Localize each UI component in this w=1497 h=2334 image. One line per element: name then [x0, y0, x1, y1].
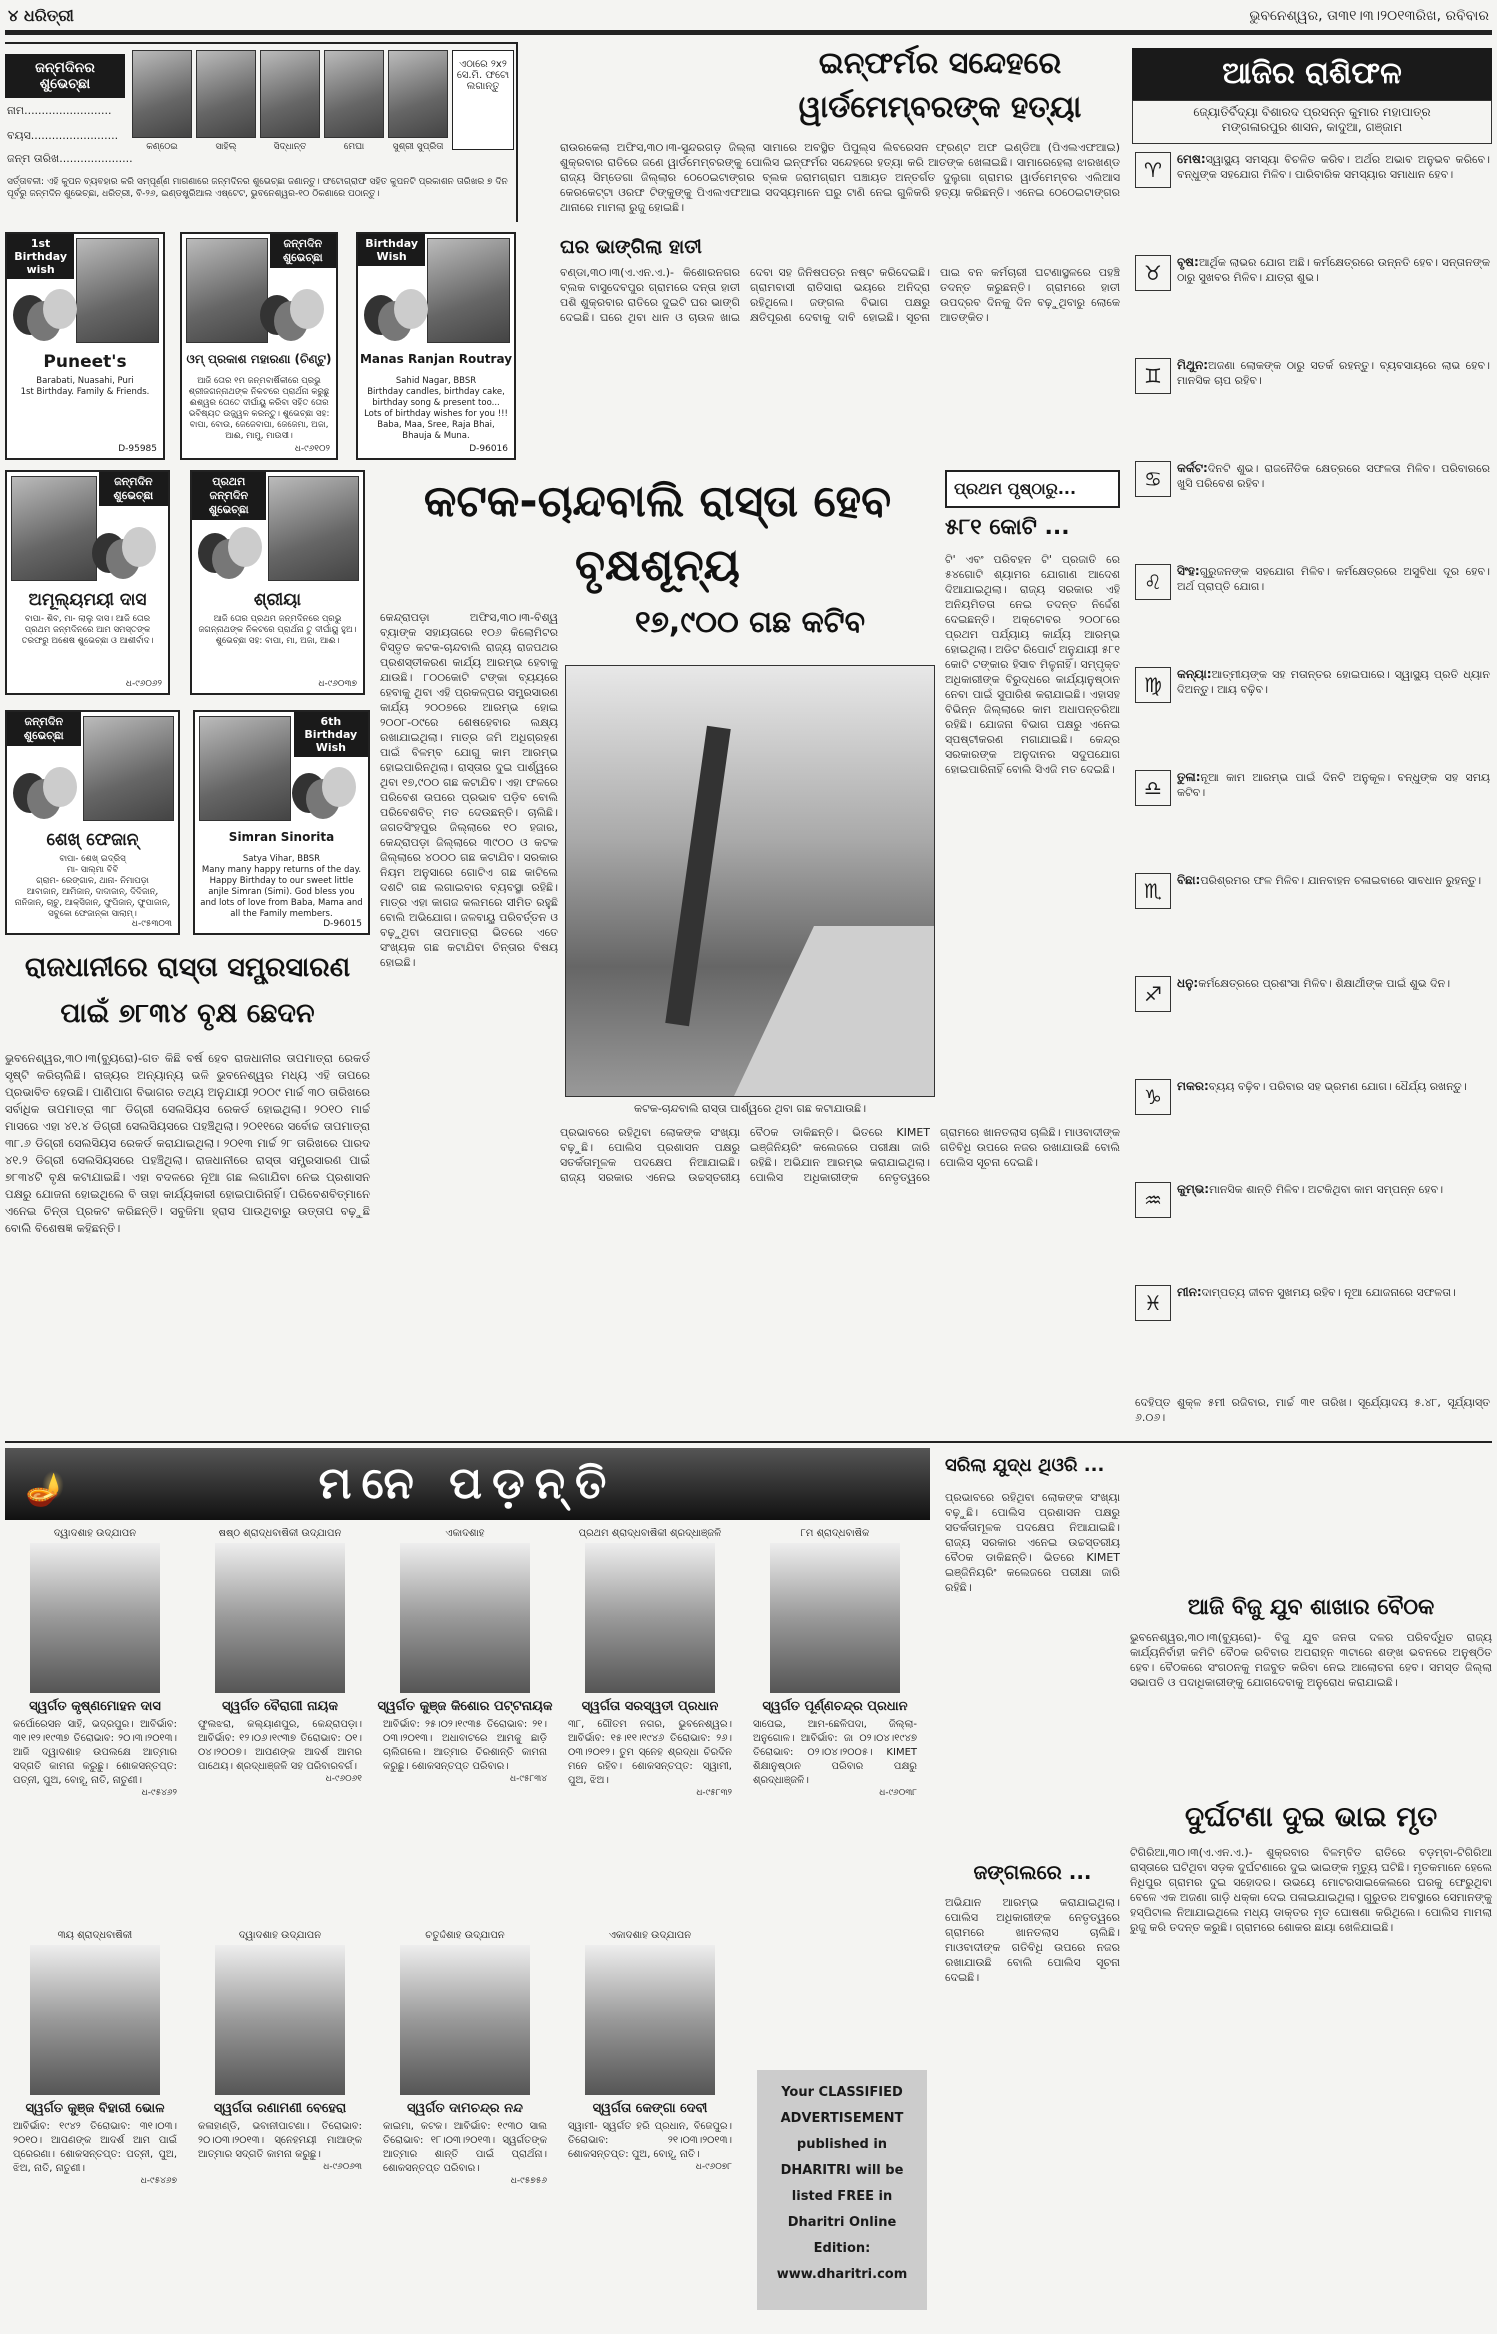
rashi-text — [1177, 152, 1490, 249]
rashi-name: ସିଂହ: — [1177, 564, 1200, 578]
rashi-item — [1135, 1285, 1490, 1382]
obituary-code: ଧ-୯୬୦୬୩ — [323, 2162, 362, 2172]
rashi-item — [1135, 255, 1490, 352]
front-page-cont-label — [945, 470, 1120, 508]
obituary-name: ସ୍ୱର୍ଗତ କୁଞ୍ଜ ବିହାରୀ ଭୋଳ — [25, 2101, 165, 2116]
rashi-text — [1177, 358, 1490, 455]
continued-text-2: ଅଭିଯାନ ଆରମ୍ଭ କରାଯାଇଥିଲା। ପୋଲିସ ଅଧିକାରୀଙ୍କ ନେତୃତ୍ୱରେ ଗ୍ରାମରେ ଖାନତଲାସ ଚାଲିଛି। ମାଓବାଦୀଙ୍କ ଗତିବିଧି ଉପରେ ନଜର ରଖାଯାଉଛି ବୋଲି ପୋଲିସ ସୂଚନା ଦେଇଛି। — [750, 1126, 1120, 1184]
obituary-name: ସ୍ୱର୍ଗତା ରଣାମଣୀ ବେହେରା — [213, 2101, 347, 2116]
rashi-item — [1135, 1182, 1490, 1279]
rashi-name: ବୃଷ: — [1177, 255, 1199, 269]
memorial-banner — [5, 1448, 930, 1520]
rashi-name: କନ୍ୟା: — [1177, 667, 1212, 681]
birthday-coupon — [5, 42, 518, 222]
ad-tag: ପ୍ରଥମ ଜନ୍ମଦିନ ଶୁଭେଚ୍ଛା — [192, 472, 266, 520]
obituary-code: ଧ-୯୫୪୬୭ — [140, 2176, 177, 2186]
capital-body: ଭୁବନେଶ୍ୱର,୩୦।୩(ବ୍ୟୁରୋ)-ଗତ କିଛି ବର୍ଷ ହେବ ରାଜଧାନୀର ତାପମାତ୍ରା ରେକର୍ଡ ସୃଷ୍ଟି କରିଚାଲିଛି। ରାଜ୍ୟର ଅନ୍ୟାନ୍ୟ ଭଳି ଭୁବନେଶ୍ୱର ମଧ୍ୟ ଏହି ତାପରେ ପ୍ରଭାବିତ ହେଉଛି। ପାଣିପାଗ ବିଭାଗର ତଥ୍ୟ ଅନୁଯାୟୀ ୨୦୦୯ ମାର୍ଚ୍ଚ ୩୦ ତାରିଖରେ ସର୍ବାଧିକ ତାପମାତ୍ରା ୩୮ ଡିଗ୍ରୀ ସେଲସିୟସ ରେକର୍ଡ ହୋଇଥିଲା। ୨୦୧୦ ମାର୍ଚ୍ଚ ମାସରେ ଏହା ୪୧.୪ ଡିଗ୍ରୀ ସେଲସିୟସରେ ପହଞ୍ଚିଥିଲା। ୨୦୧୧ରେ ସର୍ବୋଚ୍ଚ ତାପମାତ୍ରା ୩୮.୬ ଡିଗ୍ରୀ ସେଲସିୟସ ରେକର୍ଡ କରାଯାଇଥିଲା। ୨୦୧୩ ମାର୍ଚ୍ଚ ୨୮ ତାରିଖରେ ପାରଦ ୪୧.୨ ଡିଗ୍ରୀ ସେଲସିୟସରେ ପହଞ୍ଚିଥିଲା। ରାଜଧାନୀରେ ରାସ୍ତା ସମ୍ପ୍ରସାରଣ ପାଇଁ ୭୮୩୪ଟି ବୃକ୍ଷ କଟାଯାଇଛି। ଏହା ବଦଳରେ ନୂଆ ଗଛ ଲଗାଯିବା ନେଇ ପ୍ରଶାସନ ପକ୍ଷରୁ ଯୋଜନା ହୋଇଥିଲେ ବି ତାହା କାର୍ଯ୍ୟକାରୀ ହୋଇପାରିନାହିଁ। ପରିବେଶବିତ୍‌ମାନେ ଏନେଇ ଚିନ୍ତା ପ୍ରକଟ କରିଛନ୍ତି। ସବୁଜିମା ହ୍ରାସ ପାଉଥିବାରୁ ଉତ୍ତାପ ବଢ଼ୁଛି ବୋଲି ବିଶେଷଜ୍ଞ କହିଛନ୍ତି। — [5, 1051, 370, 1235]
obituary-title: ଷଷ୍ଠ ଶ୍ରାଦ୍ଧବାର୍ଷିକୀ ଉଦ୍‌ଯାପନ — [218, 1528, 342, 1539]
rashi-item — [1135, 461, 1490, 558]
classified-text: Your CLASSIFIED ADVERTISEMENT published in DHARITRI will be listed FREE in Dharitri Online Edition: — [780, 2085, 904, 2256]
ad-photo — [76, 238, 159, 343]
ad-code: ଧ-୯୬୦୬୨ — [125, 679, 162, 689]
zodiac-icon: ♈ — [1135, 152, 1171, 188]
obituary-photo — [585, 1543, 715, 1693]
ad-code: ଧ-୯୫୩୦୩ — [131, 919, 172, 929]
ad-code: D-96016 — [469, 444, 508, 454]
informer-headline: ଇନ୍‌ଫର୍ମର ସନ୍ଦେହରେ ୱାର୍ଡମେମ୍ବରଙ୍କ ହତ୍ୟା — [798, 46, 1082, 125]
rashi-item — [1135, 667, 1490, 764]
obituary-code: ଧ-୯୫୭୫୬ — [510, 2176, 547, 2186]
obituary-title: ପ୍ରଥମ ଶ୍ରାଦ୍ଧବାର୍ଷିକୀ ଶ୍ରଦ୍ଧାଞ୍ଜଳି — [578, 1528, 722, 1539]
obituary-text: ୩୮, ଗୌତମ ନଗର, ଭୁବନେଶ୍ୱର। ଆବିର୍ଭାବ: ୧୫।୧୧।୧୯୪୬ ତିରୋଭାବ: ୨୬।୦୩।୨୦୧୨। ତୁମ ସ୍ନେହ ଶ୍ରଦ୍ଧା ଚିରଦିନ ମନେ ରହିବ। ଶୋକସନ୍ତପ୍ତ: ସ୍ୱାମୀ, ପୁଅ, ଝିଅ। — [568, 1719, 732, 1786]
obituary — [375, 1528, 555, 1923]
rashifal-list — [1135, 152, 1490, 1392]
obituary — [5, 1930, 185, 2325]
lead-photo-road-trees — [565, 665, 935, 1097]
obituary-photo — [215, 1543, 345, 1693]
zodiac-icon: ♓ — [1135, 1285, 1171, 1321]
road-shape — [734, 926, 934, 1096]
rashi-item — [1135, 976, 1490, 1073]
ad-message: Sahid Nagar, BBSR Birthday candles, birthday cake, birthday song & present too... Lots of birthday wishes for you !!! Baba, Maa, Sree, Raja Bhai, Bhauja & Muna. — [364, 376, 508, 441]
capital-headline: ରାଜଧାନୀରେ ରାସ୍ତା ସମ୍ପ୍ରସାରଣ ପାଇଁ ୭୮୩୪ ବୃକ୍ଷ ଛେଦନ — [24, 952, 351, 1029]
birthday-ad — [180, 232, 338, 460]
obituary-text: ଆବିର୍ଭାବ: ୧୯୪୨ ତିରୋଭାବ: ୩୧।୦୩।୨୦୧୦। ଆପଣଙ୍କ ଆଦର୍ଶ ଆମ ପାଇଁ ପ୍ରେରଣା। ଶୋକସନ୍ତପ୍ତ: ପତ୍ନୀ, ପୁଅ, ଝିଅ, ନାତି, ନାତୁଣୀ। — [13, 2121, 177, 2174]
obituary-text: ସାପେଇ, ଆମ-ଛେଳିପଦା, ଜିଲ୍ଲା-ଅନୁଗୋଳ। ଆବିର୍ଭାବ: ଜା ୦୨।୦୪।୧୯୪୭ ତିରୋଭାବ: ୦୨।୦୪।୨୦୦୫। KIMET ଶିକ୍ଷାନୁଷ୍ଠାନ ପରିବାର ପକ୍ଷରୁ ଶ୍ରଦ୍ଧାଞ୍ଜଳି। — [753, 1719, 917, 1786]
astrologer-name: ଜ୍ୟୋତିର୍ବିଦ୍ୟା ବିଶାରଦ ପ୍ରସନ୍ନ କୁମାର ମହାପାତ୍ର — [1193, 105, 1431, 119]
coupon-title: ଜନ୍ମଦିନର ଶୁଭେଚ୍ଛା — [5, 54, 125, 98]
obituary-text: ସ୍ୱାମୀ- ସ୍ୱର୍ଗତ ହରି ପ୍ରଧାନ, ବିଜେପୁର। ତିରୋଭାବ: ୨୧।୦୩।୨୦୧୩। ଶୋକସନ୍ତପ୍ତ: ପୁଅ, ବୋହୂ, ନାତି। — [568, 2121, 732, 2160]
dateline: ଭୁବନେଶ୍ୱର, ତା୩୧।୩।୨୦୧୩ରିଖ, ରବିବାର — [1249, 8, 1489, 24]
zodiac-icon: ♐ — [1135, 976, 1171, 1012]
ad-photo — [83, 716, 174, 821]
photo-placeholder — [452, 50, 514, 150]
rashi-text — [1177, 873, 1481, 970]
zodiac-icon: ♏ — [1135, 873, 1171, 909]
rashi-text — [1177, 564, 1490, 661]
ad-tag: Birthday Wish — [358, 234, 425, 266]
kid-name: ମେଘା — [343, 142, 365, 152]
elephant-headline: ଘର ଭାଙ୍ଗିଲା ହାତୀ — [560, 236, 702, 258]
dharitri-link[interactable]: www.dharitri.com — [776, 2267, 908, 2282]
zodiac-icon: ♉ — [1135, 255, 1171, 291]
obituary — [190, 1528, 370, 1923]
rashifal-title: ଆଜିର ରାଶିଫଳ — [1132, 48, 1492, 100]
rashi-prediction: କର୍ମକ୍ଷେତ୍ରରେ ପ୍ରଶଂସା ମିଳିବ। ଶିକ୍ଷାର୍ଥୀଙ୍କ ପାଇଁ ଶୁଭ ଦିନ। — [1198, 977, 1451, 990]
ad-message: ବାପା- ଶିବ, ମା- ଲାଲୁ ଦାସ। ଆଜି ତୋର ପ୍ରଥମ ଜନ୍ମଦିନରେ ଆମ ସମସ୍ତଙ୍କ ତରଫରୁ ଅଶେଷ ଶୁଭେଚ୍ଛା ଓ ଆଶୀର୍ବାଦ। — [21, 614, 154, 646]
obituary-name: ସ୍ୱର୍ଗତା କେଙ୍ଗା ଦେବୀ — [592, 2101, 708, 2116]
obituary — [745, 1528, 925, 1923]
zodiac-icon: ♍ — [1135, 667, 1171, 703]
obituary-photo — [400, 1945, 530, 2095]
name-field[interactable]: ନାମ......................... — [7, 104, 112, 117]
ad-tag: 1st Birthday wish — [7, 234, 74, 279]
page-header — [8, 6, 1489, 30]
zodiac-icon: ♎ — [1135, 770, 1171, 806]
obituary — [5, 1528, 185, 1923]
obituary-title: ଏକାଦଶାହ ଉଦ୍‌ଯାପନ — [608, 1930, 692, 1941]
rashi-text — [1177, 1079, 1467, 1176]
kid-photo — [132, 50, 192, 153]
ad-tag: ଜନ୍ମଦିନ ଶୁଭେଚ୍ଛା — [7, 712, 81, 746]
obituary-name: ସ୍ୱର୍ଗତ କୃଷ୍ଣମୋହନ ଦାସ — [29, 1699, 161, 1714]
obituary-text: ଆବିର୍ଭାବ: ୨୫।୦୨।୧୯୩୫ ତିରୋଭାବ: ୨୧।୦୩।୨୦୧୩। ଅଧାବାଟରେ ଆମକୁ ଛାଡ଼ି ଚାଲିଗଲେ। ଆତ୍ମାର ଚିରଶାନ୍ତି କାମନା କରୁଛୁ। ଶୋକସନ୍ତପ୍ତ ପରିବାର। — [383, 1719, 547, 1772]
obituary-code: ଧ-୯୬୦୩୮ — [879, 1788, 917, 1798]
obituary — [190, 1930, 370, 2325]
obituary-title: ୩ୟ ଶ୍ରାଦ୍ଧବାର୍ଷିକୀ — [57, 1930, 133, 1941]
obituary-name: ସ୍ୱର୍ଗତା ସରସ୍ୱତୀ ପ୍ରଧାନ — [581, 1699, 719, 1714]
obituary-name: ସ୍ୱର୍ଗତ କୁଞ୍ଜ କିଶୋର ପଟ୍ଟନାୟକ — [377, 1699, 553, 1714]
ad-photo — [199, 716, 291, 821]
rashi-name: କର୍କଟ: — [1177, 461, 1208, 475]
kid-photo-image — [260, 50, 320, 138]
zodiac-icon: ♊ — [1135, 358, 1171, 394]
obituary-title: ଏକାଦଶାହ — [445, 1528, 485, 1539]
rashi-item — [1135, 152, 1490, 249]
obituary-photo — [585, 1945, 715, 2095]
ad-name: Manas Ranjan Routray — [359, 352, 513, 366]
ad-code: D-95985 — [118, 444, 157, 454]
rashi-item — [1135, 770, 1490, 867]
rashi-text — [1177, 976, 1450, 1073]
obituary-code: ଧ-୯୬୦୬୧ — [325, 1774, 362, 1784]
jungle-body — [945, 1895, 1120, 2325]
cont-label: ପ୍ରଥମ ପୃଷ୍ଠାରୁ... — [954, 479, 1077, 498]
obituary-title: ୮ମ ଶ୍ରାଦ୍ଧବାର୍ଷିକ — [800, 1528, 870, 1539]
rashi-prediction: ଦିନଟି ଶୁଭ। ରାଜନୈତିକ କ୍ଷେତ୍ରରେ ସଫଳତା ମିଳିବ। ପରିବାରରେ ଖୁସି ପରିବେଶ ରହିବ। — [1177, 462, 1490, 490]
lead-subhead: ୧୭,୯୦୦ ଗଛ କଟିବ — [634, 605, 866, 640]
rashi-name: ମୀନ: — [1177, 1285, 1202, 1299]
ad-name: ଶେଖ୍ ଫେଜାନ୍ — [46, 830, 139, 850]
mid-rule — [5, 1441, 1492, 1443]
rashi-name: ମିଥୁନ: — [1177, 358, 1209, 372]
rashi-text — [1177, 461, 1490, 558]
obituary-name: ସ୍ୱର୍ଗତ ଦାମଚନ୍ଦ୍ର ନନ୍ଦ — [407, 2101, 523, 2116]
lead-caption: କଟକ-ଚାନ୍ଦବାଲି ରାସ୍ତା ପାର୍ଶ୍ୱରେ ଥିବା ଗଛ କଟାଯାଉଛି। — [633, 1102, 867, 1115]
obituary-text: କଳାହାଣ୍ଡି, ଭବାନୀପାଟଣା। ତିରୋଭାବ: ୨୦।୦୩।୨୦୧୩। ସ୍ନେହମୟୀ ମାଆଙ୍କ ଆତ୍ମାର ସଦ୍‌ଗତି କାମନା କରୁଛୁ। — [198, 2121, 362, 2160]
continued-text: ପ୍ରଭାବରେ ରହିଥିବା ଲୋକଙ୍କ ସଂଖ୍ୟା ବଢ଼ୁଛି। ପୋଲିସ ପ୍ରଶାସନ ପକ୍ଷରୁ ସତର୍କତାମୂଳକ ପଦକ୍ଷେପ ନିଆଯାଇଛି। ରାଜ୍ୟ ସରକାର ଏନେଇ ଉଚ୍ଚସ୍ତରୀୟ ବୈଠକ ଡାକିଛନ୍ତି। ଭିତରେ KIMET ଇଞ୍ଜିନିୟରିଂ କଲେଜରେ ପରୀକ୍ଷା ଜାରି ରହିଛି। — [560, 1126, 930, 1184]
obituary-text: କର୍ପୋରେସନ ସାହି, ଭଦ୍ରପୁର। ଆବିର୍ଭାବ: ୩୧।୧୨।୧୯୩୭ ତିରୋଭାବ: ୨୦।୩।୨୦୧୩। ଆଜି ଦ୍ୱାଦଶାହ ଉପଲକ୍ଷେ ଆତ୍ମାର ସଦ୍‌ଗତି କାମନା କରୁଛୁ। ଶୋକସନ୍ତପ୍ତ: ପତ୍ନୀ, ପୁଅ, ବୋହୂ, ନାତି, ନାତୁଣୀ। — [13, 1719, 177, 1786]
ad-message: ଆଜି ତୋର ୧ମ ଜନ୍ମବାର୍ଷିକୀରେ ପ୍ରଭୁ ଶ୍ରୀଜଗନ୍ନାଥଙ୍କ ନିକଟରେ ପ୍ରାର୍ଥନା କରୁଛୁ ଈଶ୍ୱର ତୋତେ ଦୀର୍ଘାୟୁ କରିବା ସହିତ ତୋର ଭବିଷ୍ୟତ ଉଜ୍ଜ୍ୱଳ କରନ୍ତୁ। ଶୁଭେଚ୍ଛା ସହ: ବାପା, ବୋଉ, ଜେଜେବାପା, ଜେଜେମା, ଅଜା, ଆଈ, ମାମୁ, ମାଉସୀ। — [188, 376, 330, 441]
rashi-prediction: ଆର୍ଥିକ ଲାଭର ଯୋଗ ଅଛି। କର୍ମକ୍ଷେତ୍ରରେ ଉନ୍ନତି ହେବ। ସନ୍ତାନଙ୍କ ଠାରୁ ସୁଖବର ମିଳିବ। ଯାତ୍ରା ଶୁଭ। — [1177, 256, 1490, 284]
obituary-photo — [770, 1543, 900, 1693]
obituary-title: ଚତୁର୍ଦ୍ଦଶାହ ଉଦ୍‌ଯାପନ — [425, 1930, 505, 1941]
obituary-code: ଧ-୯୫୮୩୪ — [510, 1774, 547, 1784]
ad-tag: 6th Birthday Wish — [294, 712, 368, 757]
crore-body: ଟି' ଏବଂ ପରିବହନ ଟି' ପ୍ରଜାତି ରେ ୫୪ଗୋଟି ଶ୍ୟାମର ଯୋଗାଣ ଆଦେଶ ଦିଆଯାଇଥିଲା। ରାଜ୍ୟ ସରକାର ଏହି ଅନିୟମିତତା ନେଇ ତଦନ୍ତ ନିର୍ଦ୍ଦେଶ ଦେଇଛନ୍ତି। ଅକ୍ଟୋବର ୨୦୦୮ରେ ପ୍ରଥମ ପର୍ଯ୍ୟାୟ କାର୍ଯ୍ୟ ଆରମ୍ଭ ହୋଇଥିଲା। ଅଡିଟ ରିପୋର୍ଟ ଅନୁଯାୟୀ ୫୮୧ କୋଟି ଟଙ୍କାର ହିସାବ ମିଳୁନାହିଁ। ସମ୍ପୃକ୍ତ ଅଧିକାରୀଙ୍କ ବିରୁଦ୍ଧରେ କାର୍ଯ୍ୟାନୁଷ୍ଠାନ ନେବା ପାଇଁ ସୁପାରିଶ କରାଯାଇଛି। ଏହାସହ ବିଭିନ୍ନ ଜିଲ୍ଲାରେ କାମ ଅଧାପନ୍ତରିଆ ରହିଛି। ଯୋଜନା ବିଭାଗ ପକ୍ଷରୁ ଏନେଇ ସ୍ପଷ୍ଟୀକରଣ ମଗାଯାଇଛି। କେନ୍ଦ୍ର ସରକାରଙ୍କ ଅନୁଦାନର ସଦୁପଯୋଗ ହୋଇପାରିନାହିଁ ବୋଲି ସିଏଜି ମତ ଦେଇଛି। — [945, 553, 1120, 776]
zodiac-icon: ♒ — [1135, 1182, 1171, 1218]
classified-promo — [757, 2070, 927, 2310]
rashi-prediction: ପରିଶ୍ରମର ଫଳ ମିଳିବ। ଯାନବାହନ ଚଳାଇବାରେ ସାବଧାନ ରୁହନ୍ତୁ। — [1200, 874, 1482, 887]
rashi-text — [1177, 1182, 1443, 1279]
tree-icon — [665, 726, 731, 1026]
birthday-ad — [5, 710, 180, 935]
rashi-name: ମେଷ: — [1177, 152, 1206, 166]
rashi-prediction: ସ୍ୱାସ୍ଥ୍ୟ ସମସ୍ୟା ବିଚଳିତ କରିବ। ଅର୍ଥର ଅଭାବ ଅନୁଭବ କରିବେ। ବନ୍ଧୁଙ୍କ ସହଯୋଗ ମିଳିବ। ପାରିବାରିକ ସମସ୍ୟାର ସମାଧାନ ହେବ। — [1177, 153, 1490, 181]
rashi-name: କୁମ୍ଭ: — [1177, 1182, 1210, 1196]
birthday-ad — [5, 470, 170, 695]
ad-photo — [186, 238, 268, 343]
kid-photo — [388, 50, 448, 153]
ad-message: Barabati, Nuasahi, Puri 1st Birthday. Family & Friends. — [20, 376, 150, 397]
kid-name: କଣ୍ଠେଇ — [146, 142, 178, 152]
obituary — [560, 1930, 740, 2325]
war-headline: ସରିଲା ଯୁଦ୍ଧ ଥିଓରି ... — [945, 1455, 1105, 1476]
ad-name: ଅମୂଲ୍ୟମୟୀ ଦାସ — [28, 590, 147, 610]
age-field[interactable]: ବୟସ......................... — [7, 129, 119, 142]
rashi-item — [1135, 1079, 1490, 1176]
kid-photo — [324, 50, 384, 153]
accident-headline: ଦୁର୍ଘଟଣା ଦୁଇ ଭାଇ ମୃତ — [1184, 1800, 1438, 1833]
obituary — [560, 1528, 740, 1923]
rashi-prediction: ଗୁରୁଜନଙ୍କ ସହଯୋଗ ମିଳିବ। କର୍ମକ୍ଷେତ୍ରରେ ଅସୁବିଧା ଦୂର ହେବ। ଅର୍ଥ ପ୍ରାପ୍ତି ଯୋଗ। — [1177, 565, 1490, 593]
obituary-code: ଧ-୯୫୮୩୨ — [696, 1788, 732, 1798]
kid-photo — [196, 50, 256, 153]
rashi-prediction: ଆତ୍ମୀୟଙ୍କ ସହ ମତାନ୍ତର ହୋଇପାରେ। ସ୍ୱାସ୍ଥ୍ୟ ପ୍ରତି ଧ୍ୟାନ ଦିଅନ୍ତୁ। ଆୟ ବଢ଼ିବ। — [1177, 668, 1490, 696]
coupon-terms: ସର୍ତ୍ତାବଳୀ: ଏହି କୁପନ ବ୍ୟବହାର କରି ସମ୍ପୂର୍ଣ୍ଣ ମାଗଣାରେ ଜନ୍ମଦିନର ଶୁଭେଚ୍ଛା ଜଣାନ୍ତୁ। ଫଟୋଗ୍ରାଫ ସହିତ କୁପନଟି ପ୍ରକାଶନ ତାରିଖର ୭ ଦିନ ପୂର୍ବରୁ ଜନ୍ମଦିନ ଶୁଭେଚ୍ଛା, ଧରିତ୍ରୀ, ବି-୨୬, ଇଣ୍ଡଷ୍ଟ୍ରିଆଲ ଏଷ୍ଟେଟ, ଭୁବନେଶ୍ୱର-୧୦ ଠିକଣାରେ ପଠାନ୍ତୁ। — [7, 177, 508, 199]
birthday-ad — [5, 232, 165, 460]
rashifal-footer: ଦେହିପ୍ତ ଶୁକ୍ଳ ୫ମୀ ରଜିବାର, ମାର୍ଚ୍ଚ ୩୧ ତାରିଖ। ସୂର୍ଯ୍ୟୋଦୟ ୫.୪୮, ସୂର୍ଯ୍ୟାସ୍ତ ୬.୦୬। — [1135, 1396, 1490, 1424]
elephant-body: ବଣ୍ଡା,୩୦।୩(ଏ.ଏନ.ଏ.)- କିଶୋରନଗର ବ୍ଲକ ବାସୁଦେବପୁର ଗ୍ରାମରେ ଦନ୍ତା ହାତୀ ପଶି ଶୁକ୍ରବାର ରାତିରେ ଦୁଇଟି ଘର ଭାଙ୍ଗି ଦେଇଛି। ଘରେ ଥିବା ଧାନ ଓ ଚାଉଳ ଖାଇ ଦେବା ସହ ଜିନିଷପତ୍ର ନଷ୍ଟ କରିଦେଇଛି। ଗ୍ରାମବାସୀ ରାତିସାରା ଭୟରେ ଅନିଦ୍ରା ରହିଥିଲେ। ଜଙ୍ଗଲ ବିଭାଗ ପକ୍ଷରୁ କ୍ଷତିପୂରଣ ଦେବାକୁ ଦାବି ହୋଇଛି। ସୂଚନା ପାଇ ବନ କର୍ମଚାରୀ ଘଟଣାସ୍ଥଳରେ ପହଞ୍ଚି ତଦନ୍ତ କରୁଛନ୍ତି। ଗ୍ରାମରେ ହାତୀ ଉପଦ୍ରବ ଦିନକୁ ଦିନ ବଢ଼ୁଥିବାରୁ ଲୋକେ ଆତଙ୍କିତ। — [560, 266, 1120, 324]
header-rule — [5, 30, 1492, 35]
obituary-code: ଧ-୯୬୦୭୮ — [695, 2162, 732, 2172]
rashi-prediction: ବ୍ୟୟ ବଢ଼ିବ। ପରିବାର ସହ ଭ୍ରମଣ ଯୋଗ। ଧୈର୍ଯ୍ୟ ରଖନ୍ତୁ। — [1208, 1080, 1467, 1093]
rashi-text — [1177, 1285, 1456, 1382]
ad-photo — [427, 238, 510, 343]
dob-field[interactable]: ଜନ୍ମ ତାରିଖ..................... — [7, 152, 133, 165]
obituary-title: ଦ୍ୱାଦଶାହ ଉଦ୍‌ଯାପନ — [238, 1930, 322, 1941]
accident-body: ଟିଗିରିଆ,୩୦।୩(ଏ.ଏନ.ଏ.)- ଶୁକ୍ରବାର ବିଳମ୍ବିତ ରାତିରେ ବଡ଼ମ୍ବା-ଟିଗିରିଆ ରାସ୍ତାରେ ଘଟିଥିବା ସଡ଼କ ଦୁର୍ଘଟଣାରେ ଦୁଇ ଭାଇଙ୍କ ମୃତ୍ୟୁ ଘଟିଛି। ମୃତକମାନେ ହେଲେ ନିଧିପୁର ଗ୍ରାମର ଦୁଇ ସହୋଦର। ଉଭୟେ ମୋଟରସାଇକେଲରେ ଘରକୁ ଫେରୁଥିବା ବେଳେ ଏକ ଅଜଣା ଗାଡ଼ି ଧକ୍କା ଦେଇ ପଳାଇଯାଇଥିଲା। ଗୁରୁତର ଅବସ୍ଥାରେ ସେମାନଙ୍କୁ ହସ୍ପିଟାଲ ନିଆଯାଇଥିଲେ ମଧ୍ୟ ଡାକ୍ତର ମୃତ ଘୋଷଣା କରିଥିଲେ। ପୋଲିସ ମାମଲା ରୁଜୁ କରି ତଦନ୍ତ କରୁଛି। ଗ୍ରାମରେ ଶୋକର ଛାୟା ଖେଳିଯାଇଛି। — [1130, 1846, 1492, 1934]
jungle-text: ଅଭିଯାନ ଆରମ୍ଭ କରାଯାଇଥିଲା। ପୋଲିସ ଅଧିକାରୀଙ୍କ ନେତୃତ୍ୱରେ ଗ୍ରାମରେ ଖାନତଲାସ ଚାଲିଛି। ମାଓବାଦୀଙ୍କ ଗତିବିଧି ଉପରେ ନଜର ରଖାଯାଉଛି ବୋଲି ପୋଲିସ ସୂଚନା ଦେଇଛି। — [945, 1896, 1120, 1984]
ad-name: Puneet's — [43, 352, 127, 372]
rashi-prediction: ନୂଆ କାମ ଆରମ୍ଭ ପାଇଁ ଦିନଟି ଅନୁକୂଳ। ବନ୍ଧୁଙ୍କ ସହ ସମୟ କଟିବ। — [1177, 771, 1490, 799]
ad-message: ବାପା- ଶେଖ୍ ଇଦ୍ରିସ୍ ମା- ସାଲ୍‌ମା ବିବି ଗ୍ରାମ- ରେଙ୍ଗାଳ, ଥାନା- ନିମାପଡ଼ା ଆବାଜାନ୍, ଆମିଜାନ୍, ଦାଦାଜାନ୍, ଦିଦିଜାନ୍, ନାନିଜାନ୍, ଚାଚୁ, ଆକ୍ସିଜାନ୍, ଫୁପିଜାନ୍, ଫୁପାଜାନ୍, ସବୁକୋ ଫେଜାନ୍‌କା ସାଲାମ୍। — [14, 854, 171, 919]
informer-body: ରାଉରକେଲା ଅଫିସ,୩୦।୩-ସୁନ୍ଦରଗଡ଼ ଜିଲ୍ଲା ସାମାରେ ଅବସ୍ଥିତ ପିପୁଲ୍ସ ଲିବରେସନ ଫ୍ରଣ୍ଟ ଅଫ ଇଣ୍ଡିଆ (ପିଏଲଏଫଆଇ) ଶୁକ୍ରବାର ରାତିରେ ଜଣେ ୱାର୍ଡମେମ୍ବରଙ୍କୁ ପୋଲିସ ଇନ୍‌ଫର୍ମର ସନ୍ଦେହରେ ହତ୍ୟା କରି ଆତଙ୍କ ଖେଳାଇଛି। ସାମାରେହେଲା ଝାରଖଣ୍ଡ ରାଜ୍ୟ ସିମ୍‌ଡେଗା ଜିଲ୍ଲାର ଠେଠେଇଟାଙ୍ଗର ବ୍ଲକ ଜରାମଗ୍ରାମ ପଞ୍ଚାୟତ ଅନ୍ତର୍ଗତ ଦୁଲୁଗା ଗ୍ରାମର ୱାର୍ଡମେମ୍ବର ଏଲିଆସ କେରକେଟ୍ଟା ଓରଫ ଟିଙ୍କୁଙ୍କୁ ପିଏଲଏଫଆଇ ସଦସ୍ୟମାନେ ଘରୁ ଟାଣି ନେଇ ଗୁଳିକରି ହତ୍ୟା କରିଛନ୍ତି। ଏନେଇ ଠେଠେଇଟାଙ୍ଗର ଥାନାରେ ମାମଲା ରୁଜୁ ହୋଇଛି। — [560, 141, 1120, 214]
kid-photo-image — [196, 50, 256, 138]
obituary-photo — [400, 1543, 530, 1693]
rashi-name: ବିଛା: — [1177, 873, 1201, 887]
rashi-item — [1135, 564, 1490, 661]
ad-tag: ଜନ୍ମଦିନ ଶୁଭେଚ୍ଛା — [270, 234, 336, 268]
ad-code: ଧ-୯୬୦୩୭ — [318, 679, 357, 689]
astrologer-place: ମଙ୍ଗଳାରପୁର ଶାସନ, କାଦୁଆ, ଗଞ୍ଜାମ — [1221, 120, 1403, 134]
obituary-photo — [30, 1945, 160, 2095]
ad-code: D-96015 — [323, 919, 362, 929]
obituary-name: ସ୍ୱର୍ଗତ ବୈରାଗୀ ନାୟକ — [222, 1699, 338, 1714]
jungle-headline: ଜଙ୍ଗଲରେ ... — [973, 1860, 1092, 1884]
zodiac-icon: ♋ — [1135, 461, 1171, 497]
rashi-text — [1177, 255, 1490, 352]
biju-body: ଭୁବନେଶ୍ୱର,୩୦।୩(ବ୍ୟୁରୋ)- ବିଜୁ ଯୁବ ଜନତା ଦଳର ପରିବର୍ଦ୍ଧିତ ରାଜ୍ୟ କାର୍ଯ୍ୟନିର୍ବାହୀ କମିଟି ବୈଠକ ରବିବାର ଅପରାହ୍ନ ୩ଟାରେ ଶଙ୍ଖ ଭବନରେ ଅନୁଷ୍ଠିତ ହେବ। ବୈଠକରେ ସଂଗଠନକୁ ମଜବୁତ କରିବା ନେଇ ଆଲୋଚନା ହେବ। ସମସ୍ତ ଜିଲ୍ଲା ସଭାପତି ଓ ପଦାଧିକାରୀଙ୍କୁ ଯୋଗଦେବାକୁ ଅନୁରୋଧ କରାଯାଇଛି। — [1130, 1631, 1492, 1689]
biju-headline: ଆଜି ବିଜୁ ଯୁବ ଶାଖାର ବୈଠକ — [1187, 1595, 1435, 1620]
memorial-title: ମନେ ପଡ଼ନ୍ତି — [318, 1458, 617, 1509]
rashi-item — [1135, 358, 1490, 455]
photo-note: ଏଠାରେ ୨x୨ ସେ.ମି. ଫଟୋ ଲଗାନ୍ତୁ — [456, 59, 510, 92]
ad-name: ଓମ୍ ପ୍ରକାଶ ମହାରଣା (ଚିଣ୍ଟୁ) — [186, 352, 332, 366]
kid-photo-image — [388, 50, 448, 138]
lamp-icon: 🪔 — [25, 1470, 65, 1508]
ad-message: Satya Vihar, BBSR Many many happy returns of the day. Happy Birthday to our sweet little anjle Simran (Simi). God bless you and lots of love from Baba, Mama and all the Family members. — [200, 854, 363, 919]
ad-name: Simran Sinorita — [228, 830, 335, 844]
rashifal-byline — [1132, 100, 1492, 144]
obituary-text: କାଇମା, କଟକ। ଆବିର୍ଭାବ: ୧୯୩୦ ସାଲ ତିରୋଭାବ: ୧୮।୦୩।୨୦୧୩। ସ୍ୱର୍ଗତଙ୍କ ଆତ୍ମାର ଶାନ୍ତି ପାଇଁ ପ୍ରାର୍ଥନା। ଶୋକସନ୍ତପ୍ତ ପରିବାର। — [383, 2121, 547, 2174]
ad-tag: ଜନ୍ମଦିନ ଶୁଭେଚ୍ଛା — [99, 472, 168, 506]
war-body — [945, 1490, 1120, 1850]
rashi-prediction: ମାନସିକ ଶାନ୍ତି ମିଳିବ। ଅଟକିଥିବା କାମ ସମ୍ପନ୍ନ ହେବ। — [1209, 1183, 1444, 1196]
rashi-text — [1177, 770, 1490, 867]
ad-message: ଆଜି ତୋର ପ୍ରଥମ ଜନ୍ମଦିନରେ ପ୍ରଭୁ ଜଗନ୍ନାଥଙ୍କ ନିକଟରେ ପ୍ରାର୍ଥନା ତୁ ଦୀର୍ଘାୟୁ ହୁଅ। ଶୁଭେଚ୍ଛା ସହ: ବାପା, ମା, ଅଜା, ଆଈ। — [198, 614, 357, 646]
zodiac-icon: ♌ — [1135, 564, 1171, 600]
obituary-name: ସ୍ୱର୍ଗତ ପୂର୍ଣ୍ଣଚନ୍ଦ୍ର ପ୍ରଧାନ — [762, 1699, 908, 1714]
birthday-ad — [193, 710, 370, 935]
obituary-photo — [30, 1543, 160, 1693]
ad-photo — [268, 476, 359, 581]
birthday-ad — [356, 232, 516, 460]
rashi-name: ତୁଳା: — [1177, 770, 1201, 784]
obituary-photo — [215, 1945, 345, 2095]
rashi-prediction: ଦାମ୍ପତ୍ୟ ଜୀବନ ସୁଖମୟ ରହିବ। ନୂଆ ଯୋଜନାରେ ସଫଳତା। — [1201, 1286, 1456, 1299]
obituary-title: ଦ୍ୱାଦଶାହ ଉଦ୍‌ଯାପନ — [53, 1528, 137, 1539]
crore-headline: ୫୮୧ କୋଟି ... — [945, 515, 1070, 540]
war-text: ପ୍ରଭାବରେ ରହିଥିବା ଲୋକଙ୍କ ସଂଖ୍ୟା ବଢ଼ୁଛି। ପୋଲିସ ପ୍ରଶାସନ ପକ୍ଷରୁ ସତର୍କତାମୂଳକ ପଦକ୍ଷେପ ନିଆଯାଇଛି। ରାଜ୍ୟ ସରକାର ଏନେଇ ଉଚ୍ଚସ୍ତରୀୟ ବୈଠକ ଡାକିଛନ୍ତି। ଭିତରେ KIMET ଇଞ୍ଜିନିୟରିଂ କଲେଜରେ ପରୀକ୍ଷା ଜାରି ରହିଛି। — [945, 1491, 1120, 1594]
kid-name: ସିଦ୍ଧାନ୍ତ — [273, 142, 307, 152]
birthday-ad — [190, 470, 365, 695]
rashi-item — [1135, 873, 1490, 970]
kid-name: ସୁଶ୍ରୀ ସୁପ୍ରିତା — [392, 142, 444, 152]
rashi-name: ଧନୁ: — [1177, 976, 1199, 990]
kid-photo — [260, 50, 320, 153]
rashi-text — [1177, 667, 1490, 764]
page-number: ୪ ଧରିତ୍ରୀ — [8, 6, 74, 25]
kid-name: ସାହିଲ୍ — [215, 142, 237, 152]
ad-name: ଶ୍ରୀୟା — [253, 590, 302, 610]
zodiac-icon: ♑ — [1135, 1079, 1171, 1115]
obituary — [375, 1930, 555, 2325]
lead-body: କେନ୍ଦ୍ରାପଡ଼ା ଅଫିସ,୩୦।୩-ବିଶ୍ୱ ବ୍ୟାଙ୍କ ସହାୟତାରେ ୧୦୬ କିଲୋମିଟର ବିସ୍ତୃତ କଟକ-ଚାନ୍ଦବାଲି ରାଜ୍ୟ ରାଜପଥର ପ୍ରଶସ୍ତୀକରଣ କାର୍ଯ୍ୟ ଆରମ୍ଭ ହେବାକୁ ଯାଉଛି। ୮୦୦କୋଟି ଟଙ୍କା ବ୍ୟୟରେ ହେବାକୁ ଥିବା ଏହି ପ୍ରକଳ୍ପର ସମ୍ପ୍ରସାରଣ କାର୍ଯ୍ୟ ୨୦୦୭ରେ ଆରମ୍ଭ ହୋଇ ୨୦୦୮-୦୯ରେ ଶେଷହେବାର ଲକ୍ଷ୍ୟ ରଖାଯାଇଥିଲା। ମାତ୍ର ଜମି ଅଧିଗ୍ରହଣ ପାଇଁ ବିଳମ୍ବ ଯୋଗୁ କାମ ଆରମ୍ଭ ହୋଇପାରିନଥିଲା। ରାସ୍ତାର ଦୁଇ ପାର୍ଶ୍ୱରେ ଥିବା ୧୭,୯୦୦ ଗଛ କଟାଯିବ। ଏହା ଫଳରେ ପରିବେଶ ଉପରେ ପ୍ରଭାବ ପଡ଼ିବ ବୋଲି ପରିବେଶବିତ୍ ମତ ଦେଉଛନ୍ତି। ଚାଲିଛି। ଜଗତସିଂହପୁର ଜିଲ୍ଲାରେ ୧୦ ହଜାର, କେନ୍ଦ୍ରାପଡ଼ା ଜିଲ୍ଲାରେ ୩୯୦୦ ଓ କଟକ ଜିଲ୍ଲାରେ ୪୦୦୦ ଗଛ କଟାଯିବ। ସରକାର ନିୟମ ଅନୁସାରେ ଗୋଟିଏ ଗଛ କାଟିଲେ ଦଶଟି ଗଛ ଲଗାଇବାର ବ୍ୟବସ୍ଥା ରହିଛି। ମାତ୍ର ଏହା କାଗଜ କଲମରେ ସୀମିତ ରହୁଛି ବୋଲି ଅଭିଯୋଗ। ଜଳବାୟୁ ପରିବର୍ତ୍ତନ ଓ ବଢ଼ୁଥିବା ତାପମାତ୍ରା ଭିତରେ ଏତେ ସଂଖ୍ୟକ ଗଛ କଟାଯିବା ଚିନ୍ତାର ବିଷୟ ହୋଇଛି। — [380, 611, 558, 969]
rashi-prediction: ଅଜଣା ଲୋକଙ୍କ ଠାରୁ ସତର୍କ ରହନ୍ତୁ। ବ୍ୟବସାୟରେ ଲାଭ ହେବ। ମାନସିକ ଚାପ ରହିବ। — [1177, 359, 1490, 387]
obituary-code: ଧ-୯୫୪୬୨ — [141, 1788, 177, 1798]
kid-photo-image — [132, 50, 192, 138]
ad-photo — [11, 476, 97, 581]
lead-headline: କଟକ-ଚାନ୍ଦବାଲି ରାସ୍ତା ହେବ ବୃକ୍ଷଶୂନ୍ୟ — [423, 476, 892, 591]
rashi-name: ମକର: — [1177, 1079, 1209, 1093]
kid-photo-image — [324, 50, 384, 138]
obituary-text: ଫୁଲଝରା, କଲ୍ୟାଣପୁର, କେନ୍ଦ୍ରାପଡ଼ା। ଆବିର୍ଭାବ: ୧୨।୦୬।୧୯୩୭ ତିରୋଭାବ: ୦୧।୦୪।୨୦୦୭। ଆପଣଙ୍କ ଆଦର୍ଶ ଆମର ପାଥେୟ। ଶ୍ରଦ୍ଧାଞ୍ଜଳି ସହ ପରିବାରବର୍ଗ। — [198, 1719, 362, 1772]
ad-code: ଧ-୯୬୧୦୨ — [294, 444, 330, 454]
